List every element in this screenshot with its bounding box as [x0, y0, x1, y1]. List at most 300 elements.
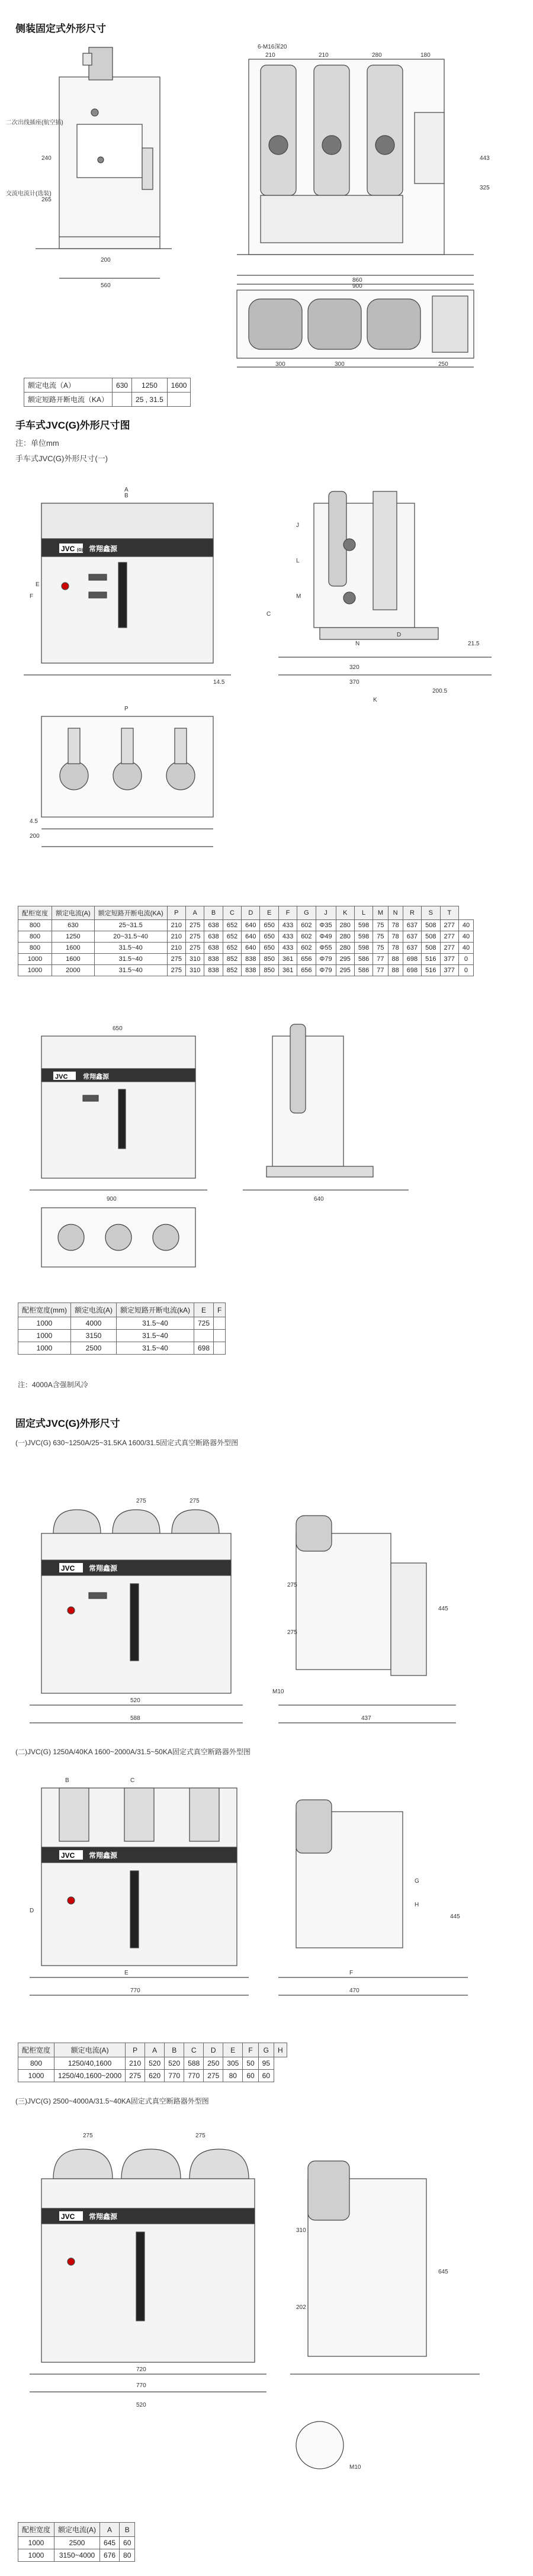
table-cell: 31.5~40: [94, 943, 167, 954]
brand-logo: JVC: [61, 1564, 75, 1572]
table-header-cell: F: [278, 906, 297, 920]
table-header-cell: R: [403, 906, 421, 920]
table-cell: 280: [336, 943, 354, 954]
table-cell: 698: [403, 954, 421, 965]
table-header-cell: E: [223, 2043, 243, 2057]
dim-label: B: [65, 1777, 69, 1784]
table-header-cell: P: [126, 2043, 145, 2057]
table-cell: 698: [403, 965, 421, 976]
table-header-cell: E: [194, 1303, 214, 1317]
dim-label: 325: [480, 185, 490, 191]
table-header-cell: T: [440, 906, 458, 920]
table-header-cell: H: [274, 2043, 287, 2057]
table-cell: 1000: [18, 1342, 71, 1355]
table-row: [18, 2057, 287, 2070]
table-cell: 1000: [18, 2537, 54, 2549]
table-cell: 638: [204, 931, 223, 943]
table-cell: 1250: [52, 931, 95, 943]
table-cell: 1600: [52, 943, 95, 954]
table-cell: 275: [186, 943, 204, 954]
dim-label: 770: [136, 2382, 146, 2389]
subsection-title: (一)JVC(G) 630~1250A/25~31.5KA 1600/31.5固定式真空断路器外型图: [15, 1439, 239, 1447]
table-cell: 640: [242, 920, 260, 931]
dim-label: 300: [335, 361, 345, 368]
dim-label: M10: [349, 2464, 361, 2471]
table-cell: 20~31.5~40: [94, 931, 167, 943]
dim-label: K: [373, 697, 377, 703]
table-row: [18, 1342, 226, 1355]
table-cell: 78: [388, 943, 403, 954]
dim-label: 370: [349, 679, 359, 686]
table-cell: 2000: [52, 965, 95, 976]
table-cell: 598: [354, 931, 373, 943]
table-cell: 520: [145, 2057, 165, 2070]
dim-label: J: [296, 522, 299, 529]
table-cell: 638: [204, 920, 223, 931]
callout-label: 二次出线插座(航空插): [6, 120, 63, 126]
table-cell: 602: [297, 931, 316, 943]
side-mounted-drawing: [6, 41, 521, 373]
table-cell: 25 , 31.5: [132, 393, 168, 407]
table-cell: 698: [194, 1342, 214, 1355]
table-cell: 508: [422, 931, 440, 943]
table-cell: [194, 1330, 214, 1342]
table-cell: 800: [18, 931, 52, 943]
table-cell: 640: [242, 931, 260, 943]
table-cell: 295: [336, 965, 354, 976]
handcart-drawing-1: [18, 468, 515, 894]
table-cell: 800: [18, 943, 52, 954]
handcart-drawing-2: [18, 1012, 515, 1273]
table-cell: 1250/40,1600: [54, 2057, 126, 2070]
dim-label: 770: [130, 1988, 140, 1994]
table-cell: 78: [388, 931, 403, 943]
table-cell: 1250/40,1600~2000: [54, 2070, 126, 2082]
table-row: [24, 393, 191, 407]
table-header-cell: B: [165, 2043, 184, 2057]
table-cell: 850: [260, 965, 278, 976]
table-cell: 277: [440, 931, 458, 943]
table-cell: 637: [403, 920, 421, 931]
handcart-spec-table-2: [18, 1303, 226, 1355]
dim-label: 650: [113, 1025, 123, 1032]
table-header-row: [18, 1303, 226, 1317]
table-cell: 0: [458, 965, 473, 976]
dim-label: 200: [101, 257, 111, 263]
table-cell: 602: [297, 920, 316, 931]
subsection-title: 手车式JVC(G)外形尺寸(一): [15, 454, 108, 463]
table-cell: 210: [126, 2057, 145, 2070]
table-cell: 586: [354, 954, 373, 965]
table-header-cell: D: [242, 906, 260, 920]
table-header-cell: 额定短路开断电流(KA): [94, 906, 167, 920]
table-cell: 638: [204, 943, 223, 954]
table-cell: 210: [167, 931, 185, 943]
table-cell: 额定短路开断电流（KA）: [24, 393, 113, 407]
dim-label: 280: [372, 52, 382, 59]
table-cell: 630: [113, 378, 132, 393]
table-cell: 60: [258, 2070, 274, 2082]
table-header-cell: B: [120, 2523, 135, 2537]
dim-label: L: [296, 558, 300, 564]
table-cell: 770: [165, 2070, 184, 2082]
table-row: [18, 2537, 135, 2549]
fixed-drawing-1: [18, 1456, 515, 1741]
table-cell: Φ55: [316, 943, 336, 954]
table-cell: 210: [167, 943, 185, 954]
table-cell: 800: [18, 2057, 54, 2070]
table-header-cell: 额定电流(A): [52, 906, 95, 920]
section-title-fixed: 固定式JVC(G)外形尺寸: [15, 1418, 120, 1429]
table-header-row: [18, 2523, 135, 2537]
table-row: [18, 920, 474, 931]
table-cell: 40: [458, 920, 473, 931]
side-spec-table: [24, 378, 191, 407]
table-cell: [113, 393, 132, 407]
table-cell: 1000: [18, 2549, 54, 2562]
table-cell: 60: [243, 2070, 258, 2082]
table-cell: 275: [204, 2070, 223, 2082]
table-row: [18, 1330, 226, 1342]
table-cell: 31.5~40: [94, 965, 167, 976]
fixed-spec-table-3: [18, 2522, 135, 2562]
table-cell: 277: [440, 943, 458, 954]
table-cell: 637: [403, 931, 421, 943]
table-header-cell: K: [336, 906, 354, 920]
dim-label: 588: [130, 1715, 140, 1722]
table-cell: 310: [186, 965, 204, 976]
note: 注：单位mm: [15, 439, 59, 448]
table-header-cell: C: [184, 2043, 204, 2057]
table-row: [18, 943, 474, 954]
table-cell: 78: [388, 920, 403, 931]
table-cell: [214, 1317, 226, 1330]
dim-label: 265: [41, 197, 52, 203]
table-header-cell: E: [260, 906, 278, 920]
table-cell: 25~31.5: [94, 920, 167, 931]
dim-label: C: [266, 611, 271, 618]
table-header-cell: 配柜宽度: [18, 2043, 54, 2057]
dim-label: 210: [319, 52, 329, 59]
table-row: [18, 965, 474, 976]
dim-label: 180: [420, 52, 431, 59]
table-cell: 516: [422, 954, 440, 965]
section-title-side: 侧装固定式外形尺寸: [15, 23, 106, 34]
table-cell: 1600: [52, 954, 95, 965]
dim-label: 310: [296, 2227, 306, 2234]
table-cell: 31.5~40: [94, 954, 167, 965]
dim-label: 240: [41, 155, 52, 162]
table-cell: 77: [373, 954, 388, 965]
table-cell: 210: [167, 920, 185, 931]
dim-label: C: [130, 1777, 135, 1784]
table-cell: 650: [260, 943, 278, 954]
table-cell: 852: [223, 954, 241, 965]
table-cell: 676: [100, 2549, 120, 2562]
dim-label: 202: [296, 2304, 306, 2311]
brand-name: 常翔鑫源: [89, 545, 118, 553]
table-cell: 275: [126, 2070, 145, 2082]
dim-label: 520: [136, 2402, 146, 2408]
table-cell: 额定电流（A）: [24, 378, 113, 393]
table-cell: 1000: [18, 954, 52, 965]
table-row: [18, 1317, 226, 1330]
table-header-cell: M: [373, 906, 388, 920]
dim-label: 250: [438, 361, 448, 368]
dim-label: 275: [83, 2133, 93, 2139]
table-cell: 800: [18, 920, 52, 931]
table-cell: 652: [223, 931, 241, 943]
dim-label: 645: [438, 2269, 448, 2275]
table-header-row: [18, 906, 474, 920]
table-cell: Φ35: [316, 920, 336, 931]
table-cell: [214, 1342, 226, 1355]
table-header-cell: F: [214, 1303, 226, 1317]
table-header-row: [18, 2043, 287, 2057]
table-header-cell: A: [145, 2043, 165, 2057]
table-cell: 250: [204, 2057, 223, 2070]
table-row: [18, 2549, 135, 2562]
table-cell: 75: [373, 931, 388, 943]
dim-label: 200: [30, 833, 40, 840]
table-cell: 80: [223, 2070, 243, 2082]
dim-label: 210: [265, 52, 275, 59]
dim-label: P: [124, 706, 129, 712]
table-cell: 361: [278, 954, 297, 965]
table-header-cell: F: [243, 2043, 258, 2057]
table-header-cell: N: [388, 906, 403, 920]
table-header-cell: 配柜宽度(mm): [18, 1303, 71, 1317]
table-cell: Φ49: [316, 931, 336, 943]
table-cell: 31.5~40: [117, 1330, 194, 1342]
table-cell: 275: [167, 954, 185, 965]
subsection-title: (二)JVC(G) 1250A/40KA 1600~2000A/31.5~50KA固定式真空断路器外型图: [15, 1748, 251, 1756]
fixed-spec-table-2: [18, 2043, 287, 2082]
table-header-cell: P: [167, 906, 185, 920]
table-header-cell: G: [258, 2043, 274, 2057]
table-cell: 838: [204, 954, 223, 965]
table-cell: 620: [145, 2070, 165, 2082]
dim-label: E: [124, 1970, 129, 1976]
table-cell: 3150~4000: [54, 2549, 100, 2562]
table-cell: 40: [458, 931, 473, 943]
table-row: [18, 2070, 287, 2082]
table-cell: 838: [204, 965, 223, 976]
subsection-title: (三)JVC(G) 2500~4000A/31.5~40KA固定式真空断路器外型图: [15, 2097, 209, 2105]
table-cell: 310: [186, 954, 204, 965]
table-cell: 275: [186, 920, 204, 931]
dim-label: H: [415, 1902, 419, 1908]
dim-label: 275: [190, 1498, 200, 1504]
table-cell: 640: [242, 943, 260, 954]
table-header-cell: 额定短路开断电流(kA): [117, 1303, 194, 1317]
dim-label: 470: [349, 1988, 359, 1994]
table-cell: 95: [258, 2057, 274, 2070]
table-header-cell: 配柜宽度: [18, 2523, 54, 2537]
brand-logo: JVC: [61, 545, 75, 553]
dim-label: 275: [287, 1629, 297, 1636]
brand-name: 常翔鑫源: [89, 2212, 118, 2221]
table-cell: 852: [223, 965, 241, 976]
table-cell: 2500: [71, 1342, 117, 1355]
dim-label: 4.5: [30, 818, 38, 825]
table-cell: 586: [354, 965, 373, 976]
table-header-cell: 配柜宽度: [18, 906, 52, 920]
table-cell: 60: [120, 2537, 135, 2549]
table-cell: 520: [165, 2057, 184, 2070]
fixed-drawing-3: [18, 2114, 515, 2493]
fixed-drawing-2: [18, 1764, 515, 2043]
dim-label: 560: [101, 282, 111, 289]
dim-label: 320: [349, 664, 359, 671]
table-cell: 88: [388, 954, 403, 965]
table-cell: 588: [184, 2057, 204, 2070]
table-row: [18, 954, 474, 965]
dim-label: 200.5: [432, 688, 448, 694]
table-cell: 75: [373, 920, 388, 931]
callout-label: 交流电流计(选装): [6, 191, 52, 197]
table-header-cell: A: [186, 906, 204, 920]
table-cell: 652: [223, 943, 241, 954]
table-cell: 598: [354, 943, 373, 954]
table-header-cell: A: [100, 2523, 120, 2537]
table-cell: 770: [184, 2070, 204, 2082]
table-cell: 598: [354, 920, 373, 931]
table-cell: 3150: [71, 1330, 117, 1342]
dim-label: F: [349, 1970, 354, 1976]
dim-label: 445: [438, 1606, 448, 1612]
brand-logo: JVC: [61, 1851, 75, 1860]
table-cell: 630: [52, 920, 95, 931]
table-cell: 1000: [18, 965, 52, 976]
dim-label: 275: [287, 1582, 297, 1588]
brand-name: 常翔鑫源: [83, 1073, 109, 1080]
dim-label: 443: [480, 155, 490, 162]
dim-label: 640: [314, 1196, 324, 1202]
dim-label: 275: [195, 2133, 206, 2139]
table-cell: 1000: [18, 1330, 71, 1342]
dim-label: F: [30, 593, 34, 600]
table-cell: 50: [243, 2057, 258, 2070]
table-cell: 516: [422, 965, 440, 976]
table-cell: 433: [278, 920, 297, 931]
table-cell: 31.5~40: [117, 1342, 194, 1355]
table-cell: 275: [167, 965, 185, 976]
brand-logo: JVC: [55, 1073, 68, 1080]
table-cell: 656: [297, 965, 316, 976]
brand-name: 常翔鑫源: [89, 1564, 118, 1572]
dim-label: M10: [272, 1689, 284, 1695]
table-cell: 295: [336, 954, 354, 965]
table-cell: 280: [336, 920, 354, 931]
table-header-cell: C: [223, 906, 241, 920]
table-header-cell: D: [204, 2043, 223, 2057]
table-cell: [214, 1330, 226, 1342]
dim-label: 720: [136, 2366, 146, 2373]
table-header-cell: B: [204, 906, 223, 920]
dim-label: 900: [107, 1196, 117, 1202]
handcart-spec-table-1: [18, 906, 474, 976]
dim-label: 300: [275, 361, 285, 368]
table-cell: 652: [223, 920, 241, 931]
table-cell: 377: [440, 965, 458, 976]
table-cell: 0: [458, 954, 473, 965]
table-cell: 433: [278, 931, 297, 943]
table-cell: 361: [278, 965, 297, 976]
table-cell: 277: [440, 920, 458, 931]
table-header-cell: 额定电流(A): [71, 1303, 117, 1317]
table-cell: 1250: [132, 378, 168, 393]
table-header-cell: 额定电流(A): [54, 2523, 100, 2537]
table-cell: 80: [120, 2549, 135, 2562]
dim-label: 520: [130, 1697, 140, 1704]
table-cell: 77: [373, 965, 388, 976]
table-cell: 377: [440, 954, 458, 965]
table-cell: 275: [186, 931, 204, 943]
table-cell: 602: [297, 943, 316, 954]
brand-sup: (G): [77, 548, 84, 552]
dim-label: E: [36, 581, 40, 588]
dim-label: G: [415, 1878, 419, 1884]
table-cell: 1000: [18, 2070, 54, 2082]
table-cell: [167, 393, 191, 407]
table-header-cell: G: [297, 906, 316, 920]
table-row: [24, 378, 191, 393]
brand-logo: JVC: [61, 2212, 75, 2221]
table-cell: 75: [373, 943, 388, 954]
table-cell: Φ79: [316, 954, 336, 965]
table-cell: 1000: [18, 1317, 71, 1330]
dim-label: 21.5: [468, 641, 480, 647]
dim-label: M: [296, 593, 301, 600]
brand-name: 常翔鑫源: [89, 1851, 118, 1860]
dim-label: B: [124, 493, 129, 499]
table-cell: 280: [336, 931, 354, 943]
table-cell: 650: [260, 931, 278, 943]
dim-label: D: [30, 1908, 34, 1914]
dim-label: 900: [352, 283, 362, 290]
table-cell: 4000: [71, 1317, 117, 1330]
table-cell: 508: [422, 920, 440, 931]
table-cell: 31.5~40: [117, 1317, 194, 1330]
table-cell: Φ79: [316, 965, 336, 976]
dim-label: N: [355, 641, 360, 647]
table-note: 注：4000A含强制风冷: [18, 1381, 88, 1389]
dim-label: 14.5: [213, 679, 225, 686]
table-cell: 656: [297, 954, 316, 965]
dim-label: 860: [352, 277, 362, 284]
table-cell: 2500: [54, 2537, 100, 2549]
table-header-cell: 额定电流(A): [54, 2043, 126, 2057]
table-cell: 725: [194, 1317, 214, 1330]
table-cell: 650: [260, 920, 278, 931]
section-title-handcart: 手车式JVC(G)外形尺寸图: [15, 420, 130, 431]
dim-label: 445: [450, 1913, 460, 1920]
table-cell: 433: [278, 943, 297, 954]
table-cell: 508: [422, 943, 440, 954]
table-cell: 850: [260, 954, 278, 965]
table-cell: 838: [242, 965, 260, 976]
table-cell: 838: [242, 954, 260, 965]
table-cell: 637: [403, 943, 421, 954]
table-cell: 1600: [167, 378, 191, 393]
table-cell: 645: [100, 2537, 120, 2549]
table-header-cell: S: [422, 906, 440, 920]
table-header-cell: L: [354, 906, 373, 920]
table-row: [18, 931, 474, 943]
table-cell: 88: [388, 965, 403, 976]
dim-label: A: [124, 487, 129, 493]
